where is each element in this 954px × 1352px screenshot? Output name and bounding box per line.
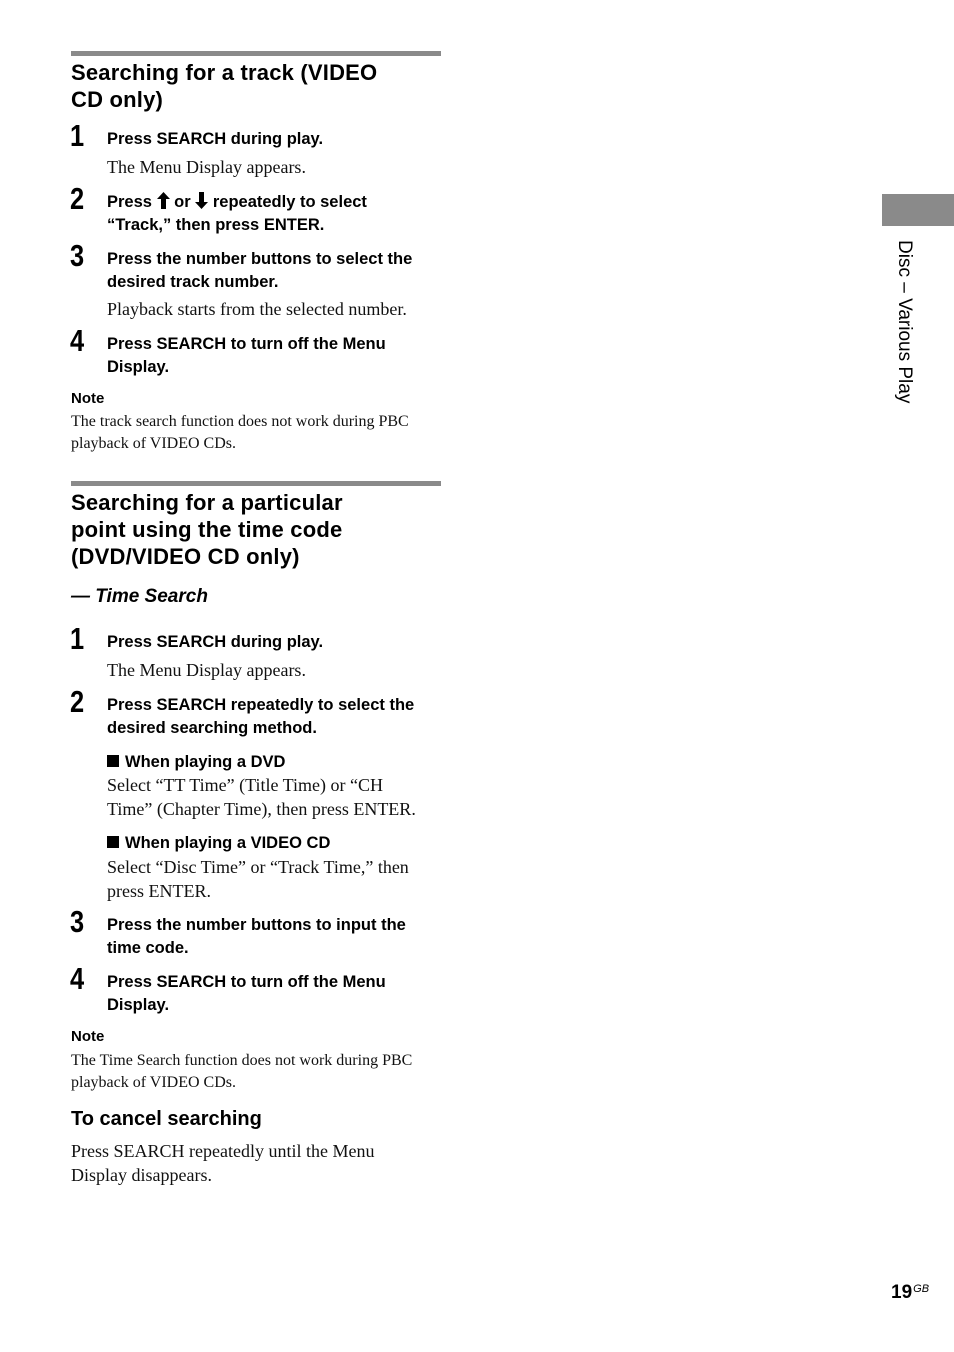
step-number: 3 [70,904,85,939]
side-tab [882,194,954,226]
step-number: 4 [70,961,85,996]
square-bullet-icon [107,836,119,848]
step-instruction: Press SEARCH to turn off the Menu Display. [107,973,386,1014]
subsection-text: Select “Disc Time” or “Track Time,” then press ENTER. [107,857,409,901]
section-title: Searching for a track (VIDEO CD only) [71,60,378,112]
step-instruction: Press SEARCH during play. [107,130,324,148]
step-number: 4 [70,323,85,358]
section-title: Searching for a particular point using the time code (DVD/VIDEO CD only) [71,490,343,569]
step-instruction: Press SEARCH to turn off the Menu Display. [107,335,386,376]
note-heading: Note [71,390,105,407]
section-subtitle: — Time Search [71,586,208,607]
step-detail: The Menu Display appears. [107,660,306,680]
note-text: The Time Search function does not work during PBC playback of VIDEO CDs. [71,1052,413,1091]
step-instruction: Press the number buttons to input the time code. [107,916,406,957]
up-arrow-icon [157,192,170,209]
page-number: $19^{GB}$ [891,1282,930,1303]
subsection-text: Select “TT Time” (Title Time) or “CH Time” (Chapter Time), then press ENTER. [107,775,416,819]
cancel-text: Press SEARCH repeatedly until the Menu Display disappears. [71,1141,375,1185]
step-number: 1 [70,621,85,656]
step-number: 2 [70,181,85,216]
step-instruction: Press SEARCH during play. [107,633,324,651]
step-instruction: Press or repeatedly to select “Track,” then press ENTER. [107,193,367,234]
cancel-heading: To cancel searching [71,1108,262,1130]
section-rule [71,51,441,56]
step-instruction: Press SEARCH repeatedly to select the desired searching method. [107,696,415,737]
step-instruction: Press the number buttons to select the desired track number. [107,250,413,291]
step-number: 1 [70,118,85,153]
subsection-heading: When playing a DVD [107,751,285,773]
down-arrow-icon [195,192,208,209]
square-bullet-icon [107,755,119,767]
step-detail: Playback starts from the selected number. [107,299,407,319]
step-detail: The Menu Display appears. [107,157,306,177]
note-heading: Note [71,1028,105,1045]
subsection-heading: When playing a VIDEO CD [107,832,330,854]
side-tab-label: Disc – Various Play [894,240,915,404]
step-number: 2 [70,684,85,719]
step-number: 3 [70,238,85,273]
section-rule [71,481,441,486]
page-suffix: GB [913,1283,930,1295]
note-text: The track search function does not work during PBC playback of VIDEO CDs. [71,413,409,452]
